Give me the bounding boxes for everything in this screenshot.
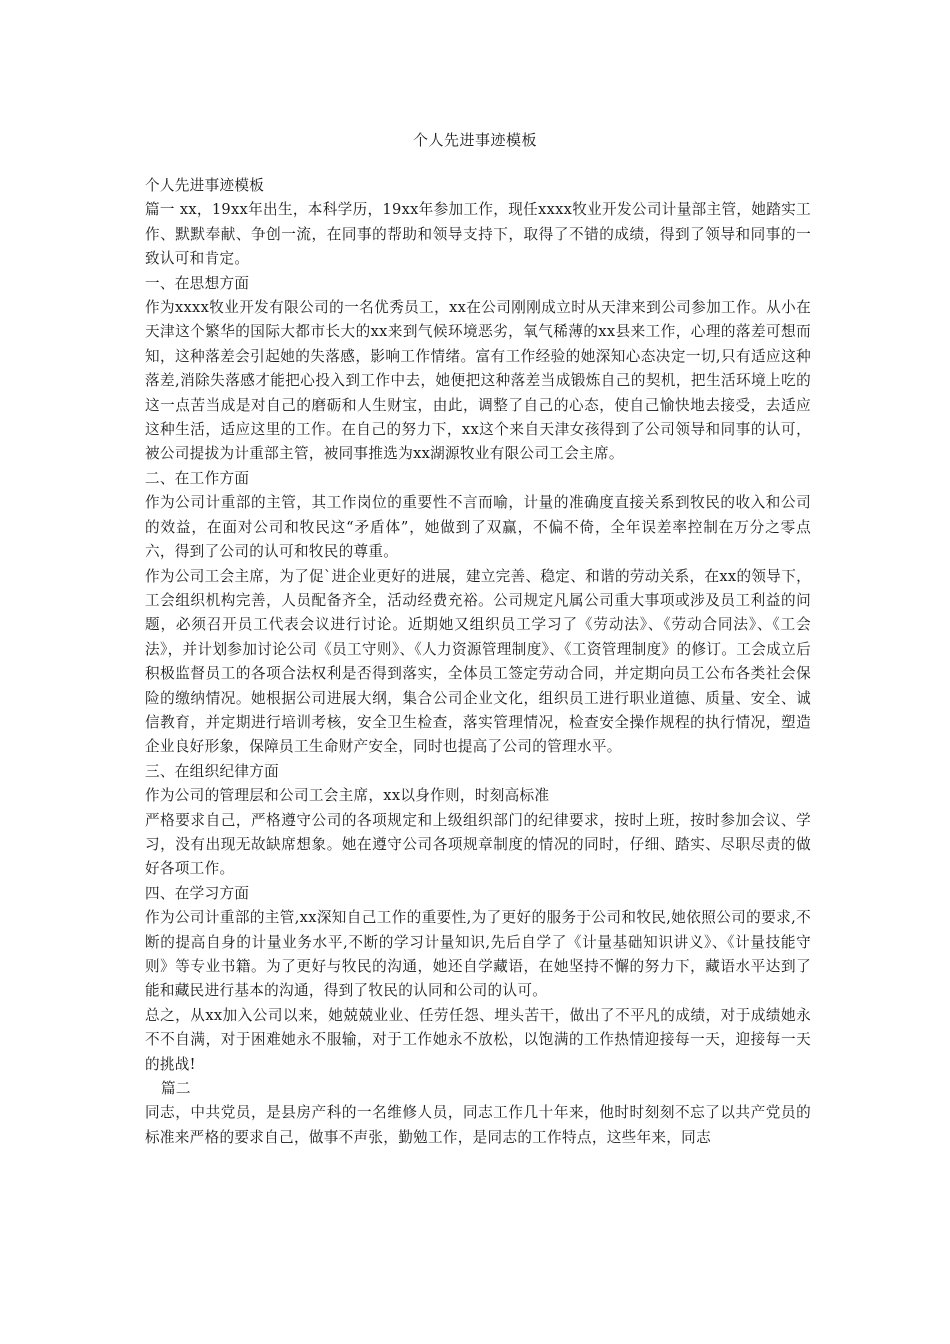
paragraph: 作为公司的管理层和公司工会主席，xx以身作则，时刻高标准 (145, 787, 550, 805)
document-body (145, 174, 811, 1150)
section-heading: 四、在学习方面 (145, 884, 250, 902)
paragraph-heading: 个人先进事迹模板 (145, 177, 265, 194)
section-heading: 三、在组织纪律方面 (145, 762, 280, 780)
paragraph: 总之，从xx加入公司以来，她兢兢业业、任劳任怨、埋头苦干，做出了不平凡的成绩，对于成绩她永不不自满，对于困难她永不服输，对于工作她永不放松，以饱满的工作热情迎接每一天，迎接每一天的挑战! (145, 1006, 811, 1073)
paragraph: 作为公司工会主席，为了促`进企业更好的进展，建立完善、稳定、和谐的劳动关系，在xx的领导下，工会组织机构完善，人员配备齐全，活动经费充裕。公司规定凡属公司重大事项或涉及员工利益的问题，必须召开员工代表会议进行讨论。近期她又组织员工学习了《劳动法》、《劳动合同法》、《工会法》，并计划参加讨论公司《员工守则》、《人力资源管理制度》、《工资管理制度》的修订。工会成立后积极监督员工的各项合法权利是否得到落实，全体员工签定劳动合同，并定期向员工公布各类社会保险的缴纳情况。她根据公司进展大纲，集合公司企业文化，组织员工进行职业道德、质量、安全、诚信教育，并定期进行培训考核，安全卫生检查，落实管理情况，检查安全操作规程的执行情况，塑造企业良好形象，保障员工生命财产安全，同时也提高了公司的管理水平。 (145, 567, 811, 756)
section-heading: 二、在工作方面 (145, 469, 250, 487)
document-title: 个人先进事迹模板 (412, 131, 537, 149)
paragraph: 篇一 xx，19xx年出生，本科学历，19xx年参加工作，现任xxxx牧业开发公司计量部主管，她踏实工作、默默奉献、争创一流，在同事的帮助和领导支持下，取得了不错的成绩，得到了领导和同事的一致认可和肯定。 (145, 201, 811, 268)
paragraph: 作为公司计重部的主管,xx深知自己工作的重要性,为了更好的服务于公司和牧民,她依照公司的要求,不断的提高自身的计量业务水平,不断的学习计量知识,先后自学了《计量基础知识讲义》、《计量技能守则》等专业书籍。为了更好与牧民的沟通，她还自学藏语，在她坚持不懈的努力下，藏语水平达到了能和藏民进行基本的沟通，得到了牧民的认同和公司的认可。 (145, 909, 811, 1000)
paragraph: 作为公司计重部的主管，其工作岗位的重要性不言而喻，计量的准确度直接关系到牧民的收入和公司的效益，在面对公司和牧民这“矛盾体”，她做到了双赢，不偏不倚，全年误差率控制在万分之零点六，得到了公司的认可和牧民的尊重。 (145, 494, 811, 561)
paragraph: 同志，中共党员，是县房产科的一名维修人员，同志工作几十年来，他时时刻刻不忘了以共产党员的标准来严格的要求自己，做事不声张，勤勉工作，是同志的工作特点，这些年来，同志 (145, 1104, 811, 1146)
paragraph: 严格要求自己，严格遵守公司的各项规定和上级组织部门的纪律要求，按时上班，按时参加会议、学习，没有出现无故缺席想象。她在遵守公司各项规章制度的情况的同时，仔细、踏实、尽职尽责的做好各项工作。 (145, 811, 811, 878)
section-heading: 一、在思想方面 (145, 274, 250, 292)
paragraph: 作为xxxx牧业开发有限公司的一名优秀员工，xx在公司刚刚成立时从天津来到公司参加工作。从小在天津这个繁华的国际大都市长大的xx来到气候环境恶劣，氧气稀薄的xx县来工作，心理的落差可想而知，这种落差会引起她的失落感，影响工作情绪。富有工作经验的她深知心态决定一切,只有适应这种落差,消除失落感才能把心投入到工作中去，她便把这种落差当成锻炼自己的契机，把生活环境上吃的这一点苦当成是对自己的磨砺和人生财宝，由此，调整了自己的心态，使自己愉快地去接受，去适应这种生活，适应这里的工作。在自己的努力下，xx这个来自天津女孩得到了公司领导和同事的认可，被公司提拔为计重部主管，被同事推选为xx湖源牧业有限公司工会主席。 (145, 299, 811, 463)
part-heading: 篇二 (161, 1080, 191, 1098)
